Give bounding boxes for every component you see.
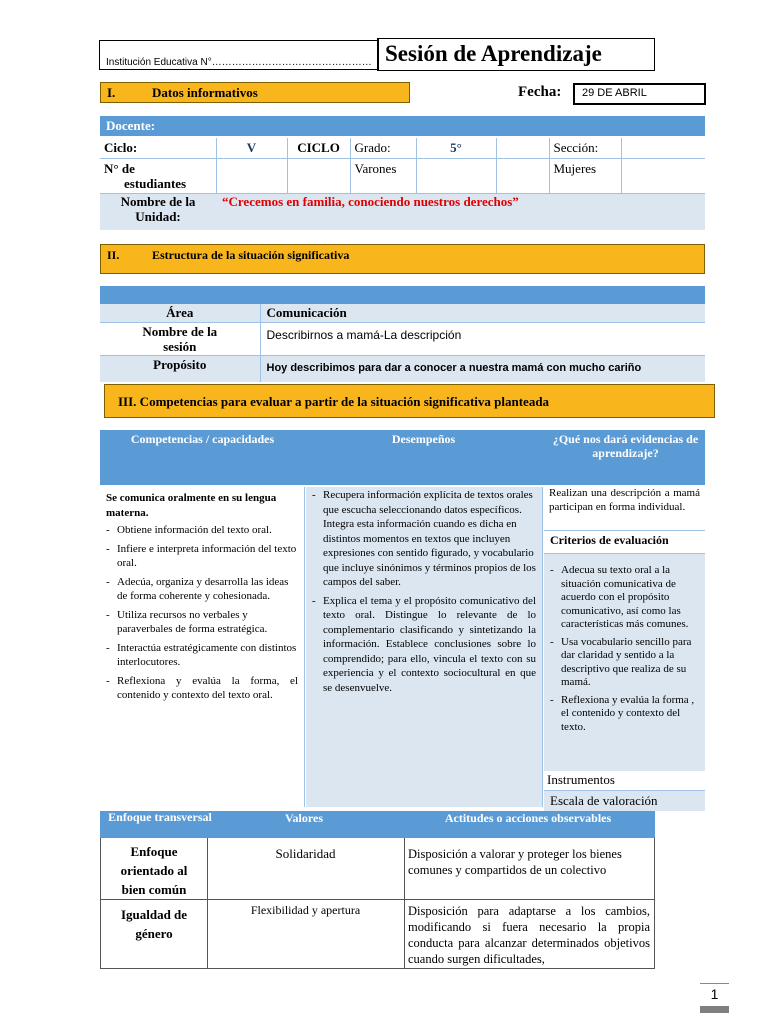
criterios-box	[544, 554, 705, 771]
enfoques-col1-header: Enfoque transversal	[108, 810, 212, 824]
enfoque-valor: Solidaridad	[275, 846, 336, 861]
capacidad-item: - Infiere e interpreta información del texto oral.	[106, 542, 298, 571]
sesion-value: Describirnos a mamá-La descripción	[260, 323, 705, 356]
area-table-header-bar	[100, 286, 705, 304]
estudiantes-empty	[287, 159, 350, 194]
section-2-number: II.	[107, 248, 120, 262]
competencias-col1	[100, 487, 305, 807]
criterio-item: - Adecua su texto oral a la situación comunicativa de acuerdo con el propósito comunicativo, así como las características más comunes.	[550, 564, 699, 632]
capacidades-list	[106, 523, 298, 703]
fecha-value: 29 DE ABRIL	[582, 87, 647, 99]
fecha-label: Fecha:	[518, 84, 562, 100]
enfoques-header-row	[100, 811, 655, 838]
page-number-line	[700, 983, 729, 984]
unidad-label	[100, 194, 216, 230]
sesion-label-2: sesión	[163, 339, 197, 354]
mujeres-value	[621, 159, 705, 194]
criterios-list	[550, 564, 699, 734]
grado-value: 5°	[416, 137, 496, 159]
desempenos-list	[312, 488, 536, 695]
enfoque-name: Igualdad de género	[120, 907, 188, 941]
ciclo-value: V	[216, 137, 287, 159]
ciclo-word: CICLO	[287, 137, 350, 159]
criterio-item: - Reflexiona y evalúa la forma , el contenido y contexto del texto.	[550, 694, 699, 735]
unidad-value: “Crecemos en familia, conociendo nuestros derechos”	[222, 194, 519, 209]
grado-empty	[496, 137, 549, 159]
mujeres-label: Mujeres	[549, 159, 621, 194]
docente-label: Docente:	[100, 116, 705, 137]
enfoques-body	[100, 838, 655, 969]
area-label: Área	[166, 305, 194, 320]
capacidad-item: - Reflexiona y evalúa la forma, el contenido y contexto del texto oral.	[106, 674, 298, 703]
desempeno-item: - Explica el tema y el propósito comunicativo del texto oral. Distingue lo relevante de lo complementario clasificando y sintetizando la información. Establece conclusiones sobre lo comprendido; para ello, vincula el texto con su experiencia y el contexto sociocultural en que se desenvuelve.	[312, 594, 536, 696]
section-2-title: Estructura de la situación significativa	[152, 248, 350, 262]
capacidad-item: - Obtiene información del texto oral.	[106, 523, 298, 538]
section-3-title: III. Competencias para evaluar a partir de la situación significativa planteada	[118, 394, 550, 409]
varones-empty	[496, 159, 549, 194]
sesion-label-1: Nombre de la	[142, 324, 218, 339]
enfoques-divider-2	[404, 838, 405, 969]
datos-table	[100, 116, 705, 230]
enfoque-row	[101, 900, 654, 968]
varones-label: Varones	[350, 159, 416, 194]
institucion-box	[99, 40, 377, 70]
desempeno-item: - Recupera información explícita de textos orales que escucha seleccionando datos específicos. Integra esta información cuando es dicha en distintos momentos en textos que incluyen expresiones con sentido figurado, y vocabulario que incluye sinónimos y términos propios de los campos del saber.	[312, 488, 536, 590]
unidad-label-1: Nombre de la	[120, 194, 196, 209]
competencias-header-row	[100, 430, 705, 485]
estudiantes-label-1: N° de	[104, 161, 135, 176]
sesion-label	[100, 323, 260, 356]
capacidad-item: - Utiliza recursos no verbales y paraverbales de forma estratégica.	[106, 608, 298, 637]
competencias-col2-header: Desempeños	[391, 432, 456, 446]
evidencia-text: Realizan una descripción a mamá participan en forma individual.	[549, 487, 700, 513]
enfoque-actitud: Disposición a valorar y proteger los bienes comunes y compartidos de un colectivo	[408, 847, 622, 877]
seccion-label: Sección:	[549, 137, 621, 159]
section-1-number: I.	[107, 85, 116, 100]
competencias-col3-header: ¿Qué nos dará evidencias de aprendizaje?	[552, 432, 699, 460]
criterio-item: - Usa vocabulario sencillo para dar claridad y sentido a la descriptivo que realiza de su mamá.	[550, 636, 699, 690]
competencias-col3	[544, 487, 705, 807]
area-table	[100, 304, 705, 382]
criterios-label: Criterios de evaluación	[544, 530, 705, 554]
section-2-header	[100, 244, 705, 274]
page-number-bar	[700, 1006, 729, 1013]
enfoques-col2-header: Valores	[284, 811, 323, 825]
competencias-col1-header: Competencias / capacidades	[130, 432, 275, 446]
institucion-label: Institución Educativa N°…………………………………………	[106, 57, 372, 68]
estudiantes-label-2: estudiantes	[124, 176, 187, 191]
varones-value	[416, 159, 496, 194]
enfoque-actitud: Disposición para adaptarse a los cambios, modificando si fuera necesario la propia conducta para alcanzar determinados objetivos cuando surgen dificultades,	[408, 904, 650, 966]
enfoque-name: Enfoque orientado al bien común	[120, 844, 188, 897]
proposito-value: Hoy describimos para dar a conocer a nuestra mamá con mucho cariño	[260, 356, 705, 382]
competencia-title: Se comunica oralmente en su lengua materna.	[106, 492, 277, 519]
proposito-label: Propósito	[153, 357, 207, 372]
page-number: 1	[710, 986, 719, 1002]
instrumento-value: Escala de valoración	[544, 791, 705, 811]
section-1-header	[100, 82, 410, 103]
grado-label: Grado:	[350, 137, 416, 159]
estudiantes-label	[100, 159, 216, 194]
seccion-value	[621, 137, 705, 159]
unidad-label-2: Unidad:	[135, 209, 181, 224]
instrumentos-label: Instrumentos	[544, 771, 705, 791]
enfoque-row	[101, 838, 654, 900]
title-box	[377, 38, 655, 71]
enfoques-divider-1	[207, 838, 208, 969]
enfoque-valor: Flexibilidad y apertura	[250, 903, 361, 917]
fecha-field[interactable]	[573, 83, 706, 105]
capacidad-item: - Interactúa estratégicamente con distintos interlocutores.	[106, 641, 298, 670]
page-title: Sesión de Aprendizaje	[385, 41, 602, 66]
area-value: Comunicación	[260, 304, 705, 323]
capacidad-item: - Adecúa, organiza y desarrolla las ideas de forma coherente y cohesionada.	[106, 575, 298, 604]
section-3-header	[104, 384, 715, 418]
ciclo-label: Ciclo:	[104, 140, 138, 155]
estudiantes-value	[216, 159, 287, 194]
enfoques-col3-header: Actitudes o acciones observables	[444, 811, 612, 825]
competencias-col2	[306, 487, 543, 807]
section-1-title: Datos informativos	[152, 85, 258, 100]
